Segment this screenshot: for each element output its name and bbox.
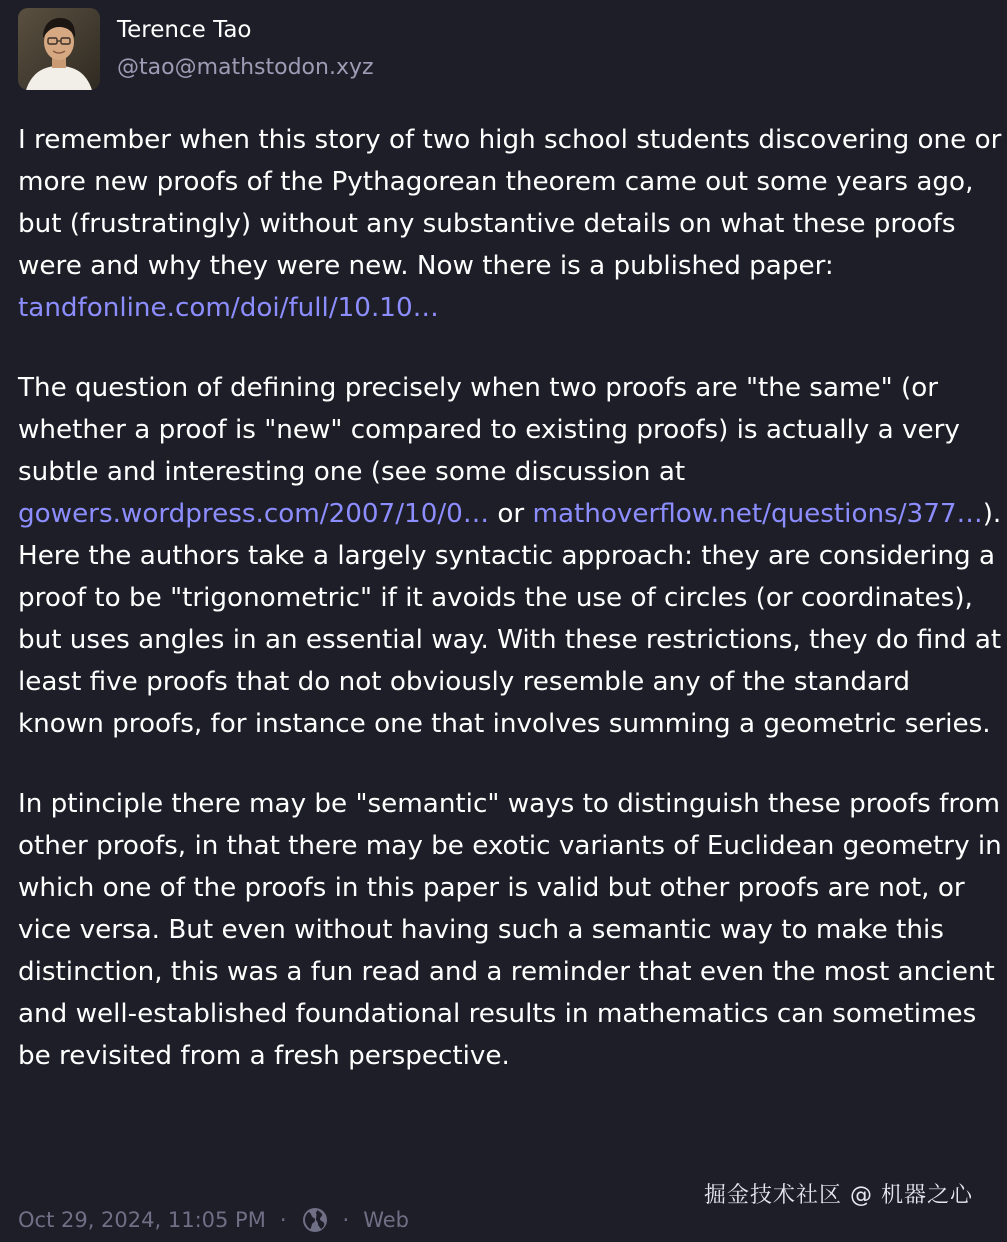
post-content [18,119,1003,1077]
author-names [117,8,374,90]
avatar[interactable] [18,8,100,90]
post-paragraph [18,367,1003,745]
post-footer [18,1203,409,1237]
link-tandfonline[interactable]: tandfonline.com/doi/full/10.10… [18,293,439,323]
post-paragraph [18,119,1003,329]
post-client: Web [363,1208,409,1232]
avatar-photo-icon [18,8,100,90]
author-handle[interactable]: @tao@mathstodon.xyz [117,55,374,80]
link-mathoverflow[interactable]: mathoverflow.net/questions/377… [532,499,983,529]
author-display-name[interactable]: Terence Tao [117,17,252,43]
footer-separator: · [342,1208,350,1232]
paragraph-text: I remember when this story of two high school students discovering one or more new proofs of the Pythagorean theorem came out some years ago, but (frustratingly) without any substantive details on what these proofs were and why they were new. Now there is a published paper: [18,125,1002,281]
paragraph-text: In ptinciple there may be "semantic" ways to distinguish these proofs from other proofs, in that there may be exotic variants of Euclidean geometry in which one of the proofs in this paper is valid but other proofs are not, or vice versa. But even without having such a semantic way to make this distinction, this was a fun read and a reminder that even the most ancient and well-established foundational results in mathematics can sometimes be revisited from a fresh perspective. [18,789,1002,1071]
paragraph-text: The question of defining precisely when two proofs are "the same" (or whether a proof is "new" compared to existing proofs) is actually a very subtle and interesting one (see some discussion at [18,373,960,487]
watermark: 掘金技术社区 @ 机器之心 [704,1183,973,1208]
post-header [18,8,374,90]
post-paragraph [18,783,1003,1077]
link-gowers[interactable]: gowers.wordpress.com/2007/10/0… [18,499,490,529]
globe-icon [301,1206,329,1234]
footer-separator: · [279,1208,287,1232]
paragraph-text: ). Here the authors take a largely syntactic approach: they are considering a proof to be "trigonometric" if it avoids the use of circles (or coordinates), but uses angles in an essential way. With these restrictions, they do find at least five proofs that do not obviously resemble any of the standard known proofs, for instance one that involves summing a geometric series. [18,499,1002,739]
post-timestamp[interactable]: Oct 29, 2024, 11:05 PM [18,1208,266,1232]
paragraph-text: or [489,499,533,529]
